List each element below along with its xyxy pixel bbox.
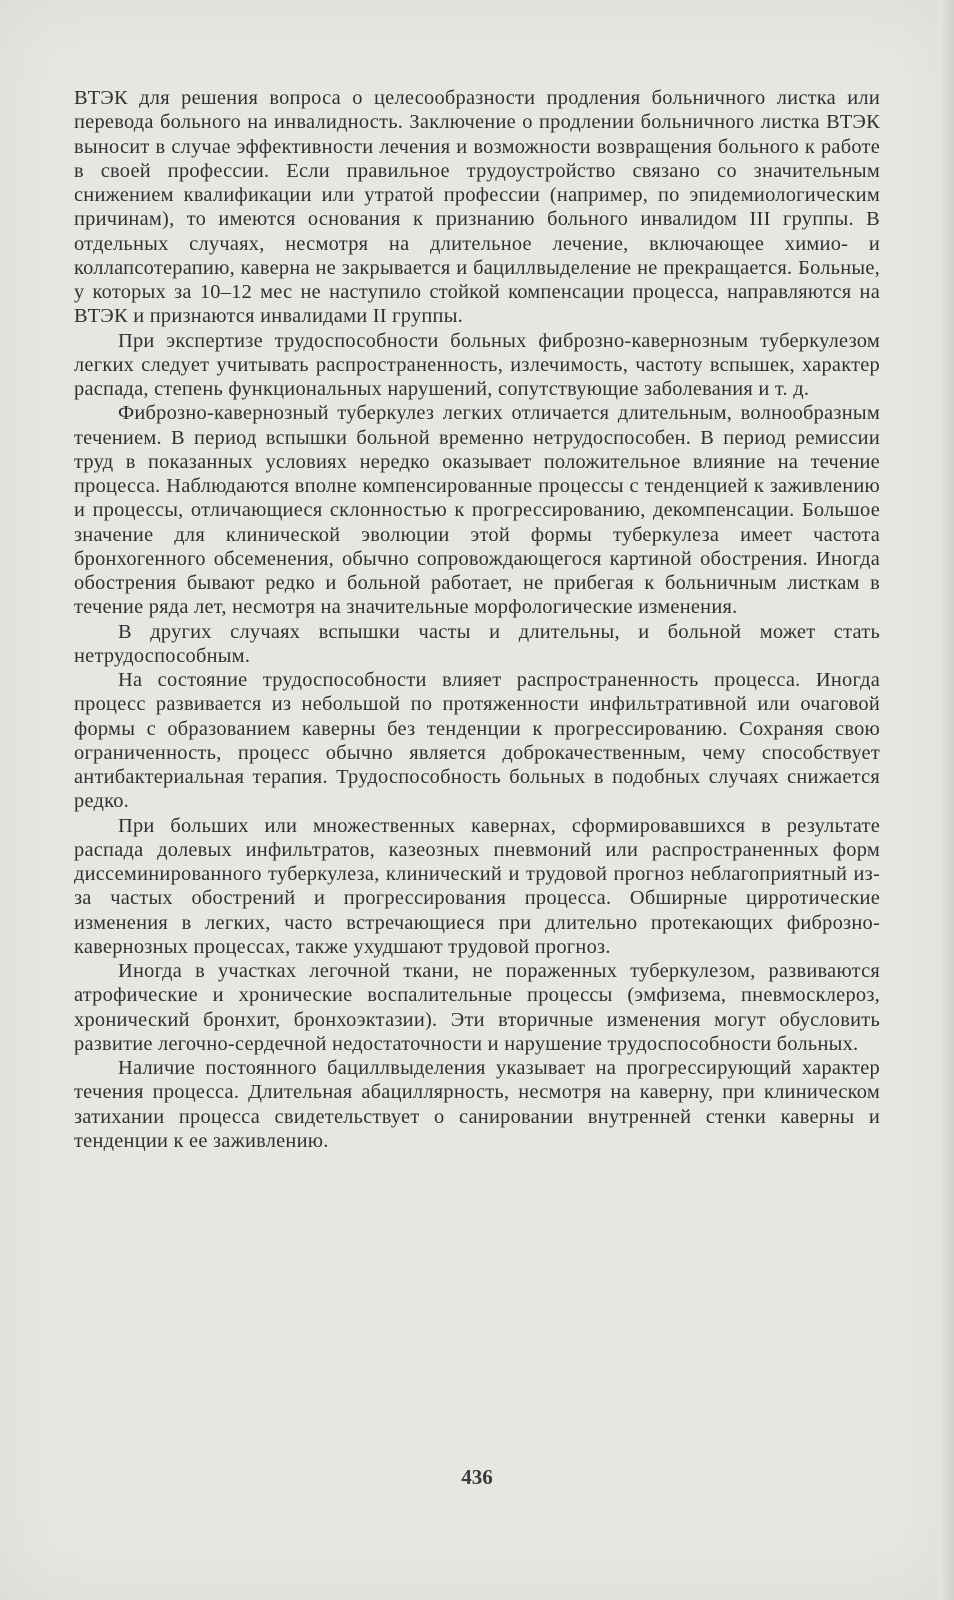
paragraph-5: На состояние трудоспособности влияет распространенность процесса. Иногда процесс развивается из небольшой по протяженности инфильтративной или очаговой формы с образованием каверны без тенденции к прогрессированию. Сохраняя свою ограниченность, процесс обычно является доброкачественным, чему способствует антибактериальная терапия. Трудоспособность больных в подобных случаях снижается редко. xyxy=(74,669,880,813)
paragraph-4: В других случаях вспышки часты и длительны, и больной может стать нетрудоспособным. xyxy=(74,620,880,667)
paragraph-2: При экспертизе трудоспособности больных фиброзно-кавернозным туберкулезом легких следует учитывать распространенность, излечимость, частоту вспышек, характер распада, степень функциональных нарушений, сопутствующие заболевания и т. д. xyxy=(74,329,880,400)
page-edge-shadow xyxy=(938,0,954,1600)
paragraph-8: Наличие постоянного бациллвыделения указывает на прогрессирующий характер течения процесса. Длительная абациллярность, несмотря на каверну, при клиническом затихании процесса свидетельствует о санировании внутренней стенки каверны и тенденции к ее заживлению. xyxy=(74,1057,880,1152)
paragraph-6: При больших или множественных кавернах, сформировавшихся в результате распада долевых инфильтратов, казеозных пневмоний или распространенных форм диссеминированного туберкулеза, клинический и трудовой прогноз неблагоприятный из-за частых обострений и прогрессирования процесса. Обширные цирротические изменения в легких, часто встречающиеся при длительно протекающих фиброзно-кавернозных процессах, также ухудшают трудовой прогноз. xyxy=(74,814,880,958)
body-text xyxy=(74,86,880,1153)
paragraph-3: Фиброзно-кавернозный туберкулез легких отличается длительным, волнообразным течением. В период вспышки больной временно нетрудоспособен. В период ремиссии труд в показанных условиях нередко оказывает положительное влияние на течение процесса. Наблюдаются вполне компенсированные процессы с тенденцией к заживлению и процессы, отличающиеся склонностью к прогрессированию, декомпенсации. Большое значение для клинической эволюции этой формы туберкулеза имеет частота бронхогенного обсеменения, обычно сопровождающегося картиной обострения. Иногда обострения бывают редко и больной работает, не прибегая к больничным листкам в течение ряда лет, несмотря на значительные морфологические изменения. xyxy=(74,402,880,619)
page-number: 436 xyxy=(461,1465,493,1489)
paragraph-1: ВТЭК для решения вопроса о целесообразности продления больничного листка или перевода больного на инвалидность. Заключение о продлении больничного листка ВТЭК выносит в случае эффективности лечения и возможности возвращения больного к работе в своей профессии. Если правильное трудоустройство связано со значительным снижением квалификации или утратой профессии (например, по эпидемиологическим причинам), то имеются основания к признанию больного инвалидом III группы. В отдельных случаях, несмотря на длительное лечение, включающее химио- и коллапсотерапию, каверна не закрывается и бациллвыделение не прекращается. Больные, у которых за 10–12 мес не наступило стойкой компенсации процесса, направляются на ВТЭК и признаются инвалидами II группы. xyxy=(74,87,880,328)
paragraph-7: Иногда в участках легочной ткани, не пораженных туберкулезом, развиваются атрофические и хронические воспалительные процессы (эмфизема, пневмосклероз, хронический бронхит, бронхоэктазии). Эти вторичные изменения могут обусловить развитие легочно-сердечной недостаточности и нарушение трудоспособности больных. xyxy=(74,960,880,1055)
